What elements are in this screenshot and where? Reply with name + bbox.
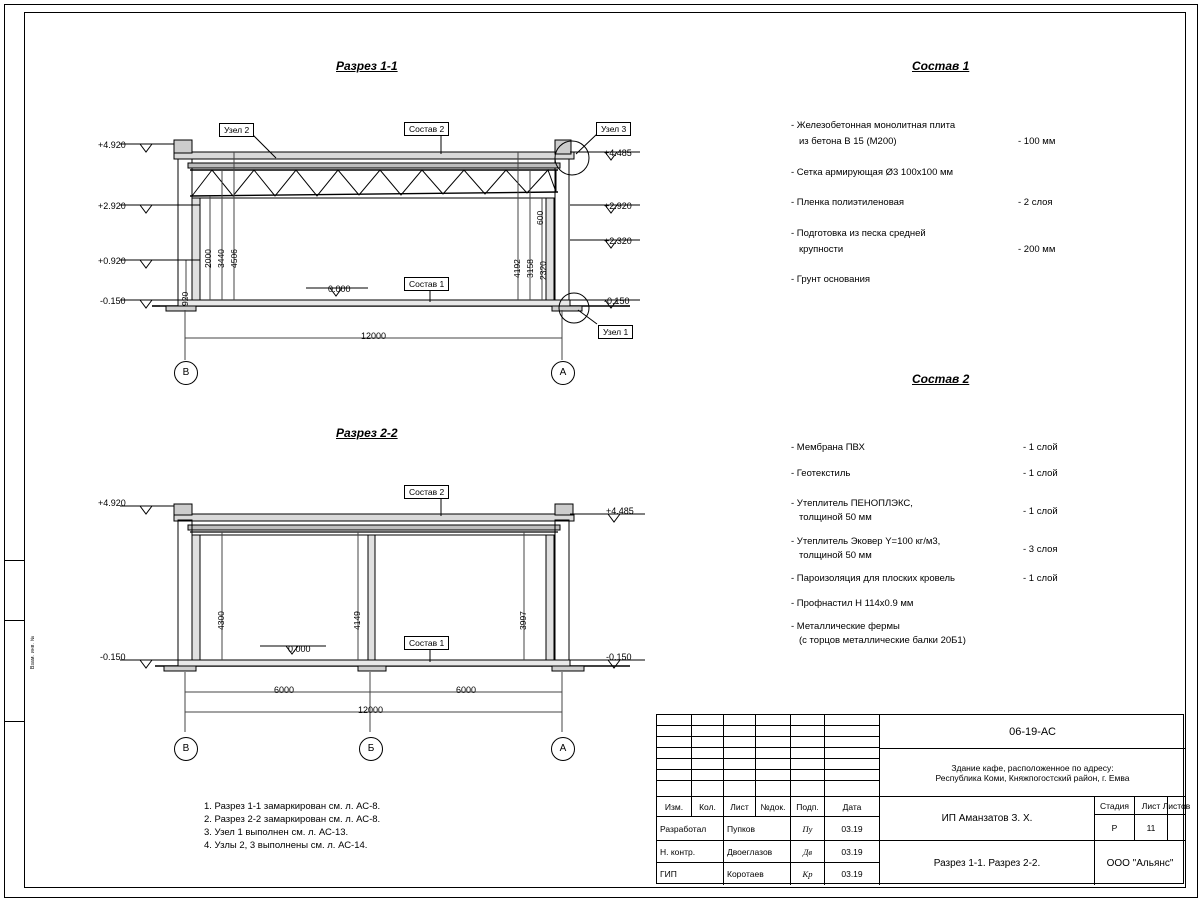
tb-sign-0: Пу: [790, 817, 824, 841]
level-right-1: +4.485: [604, 148, 632, 158]
axis-marker-v-s1: В: [174, 361, 198, 385]
level-right-2: +2.920: [604, 201, 632, 211]
sostav-2-title: Состав 2: [912, 372, 970, 386]
label-sostav-1-s1: Состав 1: [404, 277, 449, 291]
sostav-2-item-1: - Геотекстиль: [791, 468, 851, 479]
tb-date-0: 03.19: [824, 817, 879, 841]
sostav-2-item-6b: (с торцов металлические балки 20Б1): [799, 635, 966, 646]
dim-left-3440: 3440: [216, 249, 226, 268]
tb-company: ООО "Альянс": [1094, 841, 1185, 885]
tb-col-sep-3: [755, 715, 756, 797]
sostav-2-item-0: - Мембрана ПВХ: [791, 442, 865, 453]
level-left-2-s2: -0.150: [100, 652, 126, 662]
dim-4300: 4300: [216, 611, 226, 630]
dim-12000-s2: 12000: [358, 705, 384, 715]
tb-date-1: 03.19: [824, 841, 879, 863]
level-left-2: +2.920: [98, 201, 126, 211]
dim-right-3158: 3158: [525, 259, 535, 278]
tb-col-sep-2: [723, 715, 724, 797]
sostav-1-title: Состав 1: [912, 59, 970, 73]
tb-date-2: 03.19: [824, 863, 879, 885]
sheet-left-strip-2: [4, 620, 24, 721]
label-node-1: Узел 1: [598, 325, 633, 339]
axis-marker-a-s2: А: [551, 737, 575, 761]
sostav-2-item-4: - Пароизоляция для плоских кровель: [791, 573, 956, 584]
sostav-1-item-0: - Железобетонная монолитная плита: [791, 120, 956, 131]
tb-col-ndok: №док.: [755, 797, 790, 817]
dim-left-4506: 4506: [229, 249, 239, 268]
sostav-2-val-2: - 1 слой: [1023, 506, 1058, 517]
level-left-1: +4.920: [98, 140, 126, 150]
tb-drawing-name: Разрез 1-1. Разрез 2-2.: [879, 841, 1094, 885]
section-2-title: Разрез 2-2: [336, 426, 398, 440]
tb-object-line2: Республика Коми, Княжпогостский район, г. Емва: [935, 772, 1130, 783]
dim-right-2320: 2320: [538, 261, 548, 280]
tb-col-sep-1: [691, 715, 692, 797]
label-sostav-1-s2: Состав 1: [404, 636, 449, 650]
tb-name-1: Двоеглазов: [723, 841, 790, 863]
sostav-1-item-3b: крупности: [799, 244, 844, 255]
tb-role-1: Н. контр.: [657, 841, 723, 863]
dim-right-4192: 4192: [512, 259, 522, 278]
note-3: 3. Узел 1 выполнен см. л. АС-13.: [204, 827, 349, 838]
tb-sign-1: Дв: [790, 841, 824, 863]
tb-lists-header: Листов: [1167, 797, 1185, 815]
level-right-1-s2: +4.485: [606, 506, 634, 516]
dim-left-920: 920: [180, 291, 190, 306]
section-1-title: Разрез 1-1: [336, 59, 398, 73]
sostav-2-item-2: - Утеплитель ПЕНОПЛЭКС,: [791, 498, 913, 509]
note-4: 4. Узлы 2, 3 выполнены см. л. АС-14.: [204, 840, 368, 851]
tb-col-sep-4: [790, 715, 791, 797]
tb-col-izm: Изм.: [657, 797, 691, 817]
title-block: [656, 714, 1191, 884]
dim-left-2000: 2000: [203, 249, 213, 268]
axis-marker-a-s1: А: [551, 361, 575, 385]
level-left-1-s2: +4.920: [98, 498, 126, 508]
tb-col-kol: Кол.: [691, 797, 723, 817]
level-right-2-s2: -0.150: [606, 652, 632, 662]
label-node-2: Узел 2: [219, 123, 254, 137]
sostav-2-val-0: - 1 слой: [1023, 442, 1058, 453]
level-left-3: +0.920: [98, 256, 126, 266]
sostav-2-val-1: - 1 слой: [1023, 468, 1058, 479]
axis-marker-v-s2: В: [174, 737, 198, 761]
tb-stage-value: Р: [1094, 815, 1134, 841]
tb-name-2: Коротаев: [723, 863, 790, 885]
label-node-3: Узел 3: [596, 122, 631, 136]
sostav-2-item-2b: толщиной 50 мм: [799, 512, 872, 523]
sostav-2-item-3b: толщиной 50 мм: [799, 550, 872, 561]
level-right-4: -0.150: [604, 296, 630, 306]
zero-mark-s1: 0.000: [328, 284, 351, 294]
note-1: 1. Разрез 1-1 замаркирован см. л. АС-8.: [204, 801, 381, 812]
tb-object: [879, 749, 1185, 797]
notes-list: [204, 800, 380, 852]
dim-4149: 4149: [352, 611, 362, 630]
tb-role-0: Разработал: [657, 817, 723, 841]
tb-code: 06-19-АС: [879, 715, 1185, 749]
tb-lists-value: [1167, 815, 1185, 841]
sostav-1-item-0b: из бетона В 15 (М200): [799, 136, 897, 147]
sostav-1-item-4: - Грунт основания: [791, 274, 871, 285]
tb-col-podp: Подп.: [790, 797, 824, 817]
note-2: 2. Разрез 2-2 замаркирован см. л. АС-8.: [204, 814, 381, 825]
tb-role-2: ГИП: [660, 869, 677, 879]
sostav-1-val-3: - 200 мм: [1018, 244, 1056, 255]
tb-col-data: Дата: [824, 797, 879, 817]
sostav-2-val-4: - 1 слой: [1023, 573, 1058, 584]
tb-sign-2: Кр: [790, 863, 824, 885]
section-1-drawing: [100, 110, 800, 440]
level-right-3: +2.320: [604, 236, 632, 246]
label-sostav-2-s1: Состав 2: [404, 122, 449, 136]
tb-object-line1: Здание кафе, расположенное по адресу:: [951, 762, 1114, 773]
sheet-side-text: Взам. инв. №: [30, 635, 36, 669]
sostav-1-val-2: - 2 слоя: [1018, 197, 1053, 208]
zero-mark-s2: 0.000: [288, 644, 311, 654]
tb-col-sep-5: [824, 715, 825, 797]
label-sostav-2-s2: Состав 2: [404, 485, 449, 499]
dim-6000-left: 6000: [274, 685, 295, 695]
sostav-1-val-0: - 100 мм: [1018, 136, 1056, 147]
dim-3997: 3997: [518, 611, 528, 630]
sostav-2-item-6: - Металлические фермы: [791, 621, 900, 632]
tb-col-list: Лист: [723, 797, 755, 817]
tb-customer: ИП Аманзатов З. Х.: [879, 797, 1094, 841]
tb-name-0: Пупков: [723, 817, 790, 841]
dim-bottom-12000-s1: 12000: [361, 331, 387, 341]
tb-stage-header: Стадия: [1094, 797, 1134, 815]
sostav-1-item-1: - Сетка армирующая Ø3 100х100 мм: [791, 167, 954, 178]
sostav-2-val-3: - 3 слоя: [1023, 544, 1058, 555]
dim-right-600: 600: [535, 210, 545, 225]
tb-list-header: Лист: [1134, 797, 1167, 815]
axis-marker-b-s2: Б: [359, 737, 383, 761]
level-left-4: -0.150: [100, 296, 126, 306]
sostav-2-item-3: - Утеплитель Эковер Y=100 кг/м3,: [791, 536, 941, 547]
sostav-1-item-3: - Подготовка из песка средней: [791, 228, 926, 239]
dim-6000-right: 6000: [456, 685, 477, 695]
tb-list-value: 11: [1134, 815, 1167, 841]
sostav-1-item-2: - Пленка полиэтиленовая: [791, 197, 905, 208]
sostav-2-item-5: - Профнастил Н 114х0.9 мм: [791, 598, 914, 609]
